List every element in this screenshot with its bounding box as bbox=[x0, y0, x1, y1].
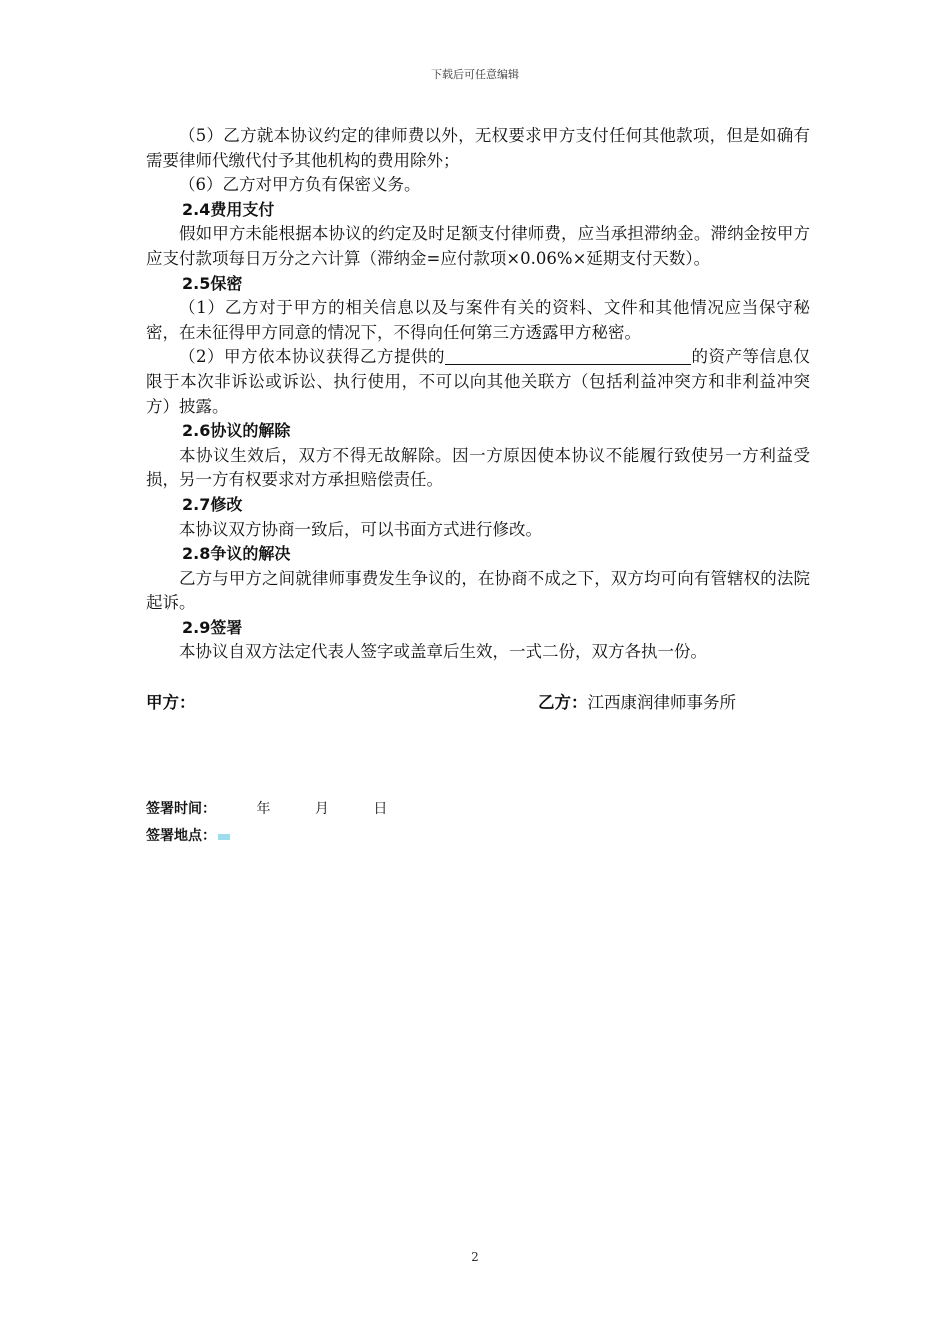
termination-paragraph: 本协议生效后，双方不得无故解除。因一方原因使本协议不能履行致使另一方利益受损，另一方有权要求对方承担赔偿责任。 bbox=[146, 445, 810, 490]
amendment-paragraph: 本协议双方协商一致后，可以书面方式进行修改。 bbox=[179, 519, 542, 539]
party-b-name: 江西康润律师事务所 bbox=[587, 693, 736, 713]
dispute-paragraph: 乙方与甲方之间就律师事费发生争议的，在协商不成之下，双方均可向有管辖权的法院起诉。 bbox=[146, 568, 810, 613]
signing-time-label: 签署时间： bbox=[146, 801, 216, 817]
clause-2-start: （2）甲方依本协议获得乙方提供的 bbox=[179, 347, 445, 367]
signing-place-label: 签署地点： bbox=[146, 828, 216, 844]
signing-place-row bbox=[146, 825, 230, 845]
month-unit: 月 bbox=[314, 801, 329, 817]
clause-5: （5）乙方就本协议约定的律师费以外，无权要求甲方支付任何其他款项，但是如确有需要律师代缴代付予其他机构的费用除外； bbox=[146, 126, 810, 170]
highlight-mark bbox=[218, 834, 230, 840]
section-heading-2-8: 2.8争议的解决 bbox=[182, 544, 291, 564]
section-heading-2-9: 2.9签署 bbox=[182, 617, 243, 637]
clause-2-end: 的资产等信息仅限于本次非诉讼或诉讼、执行使用，不可以向其他关联方（包括利益冲突方和非利益冲突方）披露。 bbox=[146, 347, 810, 416]
day-unit: 日 bbox=[373, 801, 388, 817]
payment-paragraph: 假如甲方未能根据本协议的约定及时足额支付律师费，应当承担滞纳金。滞纳金按甲方应支付款项每日万分之六计算（滞纳金=应付款项×0.06%×延期支付天数）。 bbox=[146, 224, 810, 268]
fill-in-blank-line bbox=[445, 346, 691, 365]
section-heading-2-5: 2.5保密 bbox=[182, 273, 243, 293]
signature-row bbox=[146, 691, 810, 717]
party-b-label: 乙方： bbox=[538, 693, 588, 713]
confidentiality-clause-1: （1）乙方对于甲方的相关信息以及与案件有关的资料、文件和其他情况应当保守秘密，在未征得甲方同意的情况下，不得向任何第三方透露甲方秘密。 bbox=[146, 298, 810, 342]
signing-time-row bbox=[146, 798, 387, 818]
section-heading-2-4: 2.4费用支付 bbox=[182, 199, 275, 219]
section-heading-2-6: 2.6协议的解除 bbox=[182, 421, 291, 441]
clause-6: （6）乙方对甲方负有保密义务。 bbox=[179, 175, 421, 195]
party-b-block bbox=[538, 691, 736, 716]
party-a-label: 甲方： bbox=[146, 693, 196, 713]
section-heading-2-7: 2.7修改 bbox=[182, 494, 243, 514]
page-header: 下载后可任意编辑 bbox=[431, 68, 519, 81]
year-unit: 年 bbox=[256, 801, 271, 817]
document-body bbox=[146, 124, 810, 717]
page-number: 2 bbox=[471, 1250, 479, 1264]
confidentiality-clause-2 bbox=[146, 345, 810, 419]
signing-paragraph: 本协议自双方法定代表人签字或盖章后生效，一式二份，双方各执一份。 bbox=[179, 642, 707, 662]
